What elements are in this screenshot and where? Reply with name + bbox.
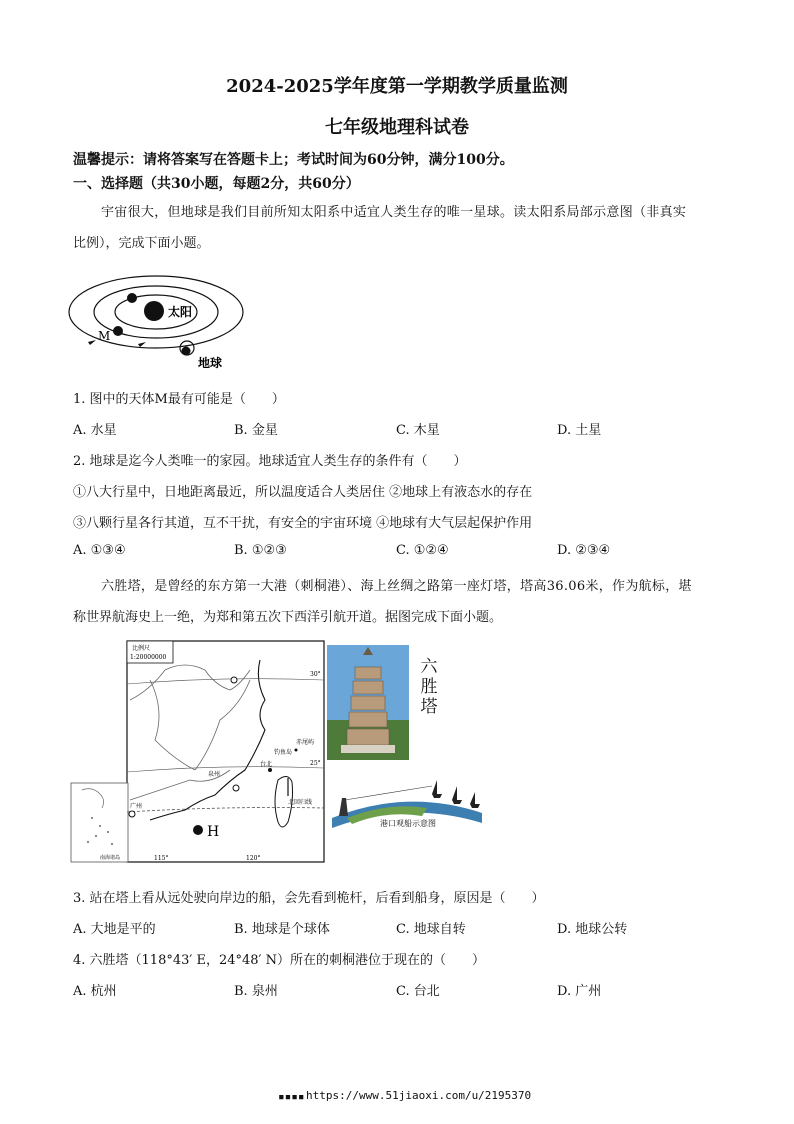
q3-stem: 3. 站在塔上看从远处驶向岸边的船，会先看到桅杆，后看到船身，原因是（ ）: [73, 891, 545, 906]
lon115-label: 115°: [154, 855, 169, 862]
passage1-line1: 宇宙很大，但地球是我们目前所知太阳系中适宜人类生存的唯一星球。读太阳系局部示意图（非真实: [101, 205, 687, 220]
city-guangzhou: 广州: [130, 803, 143, 810]
q2-option-a: A. ①③④: [73, 543, 126, 558]
q2-option-c: C. ①②④: [396, 543, 449, 558]
earth-icon: [182, 347, 191, 356]
footer-watermark-icon: ▪▪▪▪: [278, 1090, 305, 1103]
tower-photo: [327, 645, 409, 760]
point-h-marker: [193, 825, 203, 835]
island-marker: [295, 749, 298, 752]
q3-option-d: D. 地球公转: [557, 922, 628, 937]
island-chiwei: 赤尾屿: [296, 739, 315, 746]
q2-statement-line2: ③八颗行星各行其道，互不干扰，有安全的宇宙环境 ④地球有大气层起保护作用: [73, 516, 533, 531]
q1-option-c: C. 木星: [396, 423, 440, 438]
tower-base: [341, 745, 395, 753]
solar-system-diagram: [68, 270, 248, 375]
q2-stem: 2. 地球是迄今人类唯一的家园。地球适宜人类生存的条件有（ ）: [73, 454, 467, 469]
q2-option-d: D. ②③④: [557, 543, 611, 558]
map-frame: [127, 641, 324, 862]
page-title: 2024-2025学年度第一学期教学质量监测: [226, 76, 568, 97]
q2-option-b: B. ①②③: [234, 543, 287, 558]
section-heading: 一、选择题（共30小题，每题2分，共60分）: [73, 176, 360, 192]
passage1-line2: 比例），完成下面小题。: [73, 236, 210, 251]
q4-option-a: A. 杭州: [73, 984, 117, 999]
tip-text: 温馨提示：请将答案写在答题卡上；考试时间为60分钟，满分100分。: [73, 152, 514, 168]
fujian-map: [70, 640, 326, 864]
point-h-label: H: [207, 824, 220, 840]
city-marker: [268, 768, 272, 772]
q4-option-b: B. 泉州: [234, 984, 278, 999]
planet-icon: [127, 293, 137, 303]
scale-value: 1:20000000: [130, 654, 167, 661]
city-taibei: 台北: [260, 761, 273, 768]
observer-icon: [339, 798, 348, 816]
sight-line: [345, 786, 432, 800]
island-diaoyu: 钓鱼岛: [274, 749, 293, 756]
earth-label: 地球: [198, 356, 223, 370]
sun-icon: [144, 301, 164, 321]
footer-url[interactable]: https://www.51jiaoxi.com/u/2195370: [306, 1089, 532, 1102]
ship-caption: 港口观船示意图: [380, 819, 436, 828]
planet-m-label: M: [98, 329, 111, 343]
q4-option-c: C. 台北: [396, 984, 440, 999]
south-china-sea-inset: [71, 783, 128, 862]
tropic-label: 北回归线: [288, 799, 313, 806]
passage2-line1: 六胜塔，是曾经的东方第一大港（刺桐港）、海上丝绸之路第一座灯塔，塔高36.06米，作为航标，堪: [101, 579, 692, 594]
q3-option-a: A. 大地是平的: [73, 922, 156, 937]
q3-option-b: B. 地球是个球体: [234, 922, 330, 937]
q1-stem: 1. 图中的天体M最有可能是（ ）: [73, 392, 285, 407]
lat30-label: 30°: [310, 671, 321, 678]
lat25-label: 25°: [310, 760, 321, 767]
q4-option-d: D. 广州: [557, 984, 602, 999]
q3-option-c: C. 地球自转: [396, 922, 466, 937]
planet-m-icon: [113, 326, 123, 336]
lon120-label: 120°: [246, 855, 261, 862]
q2-statement-line1: ①八大行星中，日地距离最近，所以温度适合人类居住 ②地球上有液态水的存在: [73, 485, 533, 500]
q4-stem: 4. 六胜塔（118°43′ E，24°48′ N）所在的刺桐港位于现在的（ ）: [73, 953, 486, 968]
q1-option-d: D. 土星: [557, 423, 602, 438]
page-subtitle: 七年级地理科试卷: [325, 117, 469, 138]
orbit-arrow-icon: [88, 340, 96, 345]
city-marker: [129, 811, 135, 817]
orbit-arrow-icon: [138, 342, 146, 347]
q1-option-a: A. 水星: [73, 423, 117, 438]
sun-label: 太阳: [168, 305, 193, 319]
city-marker: [231, 677, 237, 683]
tower-name: 六胜塔: [420, 657, 438, 717]
city-quanzhou: 泉州: [208, 771, 221, 778]
city-marker: [233, 785, 239, 791]
q1-option-b: B. 金星: [234, 423, 278, 438]
inset-label: 南海诸岛: [100, 855, 121, 861]
scale-label: 比例尺: [132, 645, 151, 652]
passage2-line2: 称世界航海史上一绝，为郑和第五次下西洋引航开道。据图完成下面小题。: [73, 610, 503, 625]
